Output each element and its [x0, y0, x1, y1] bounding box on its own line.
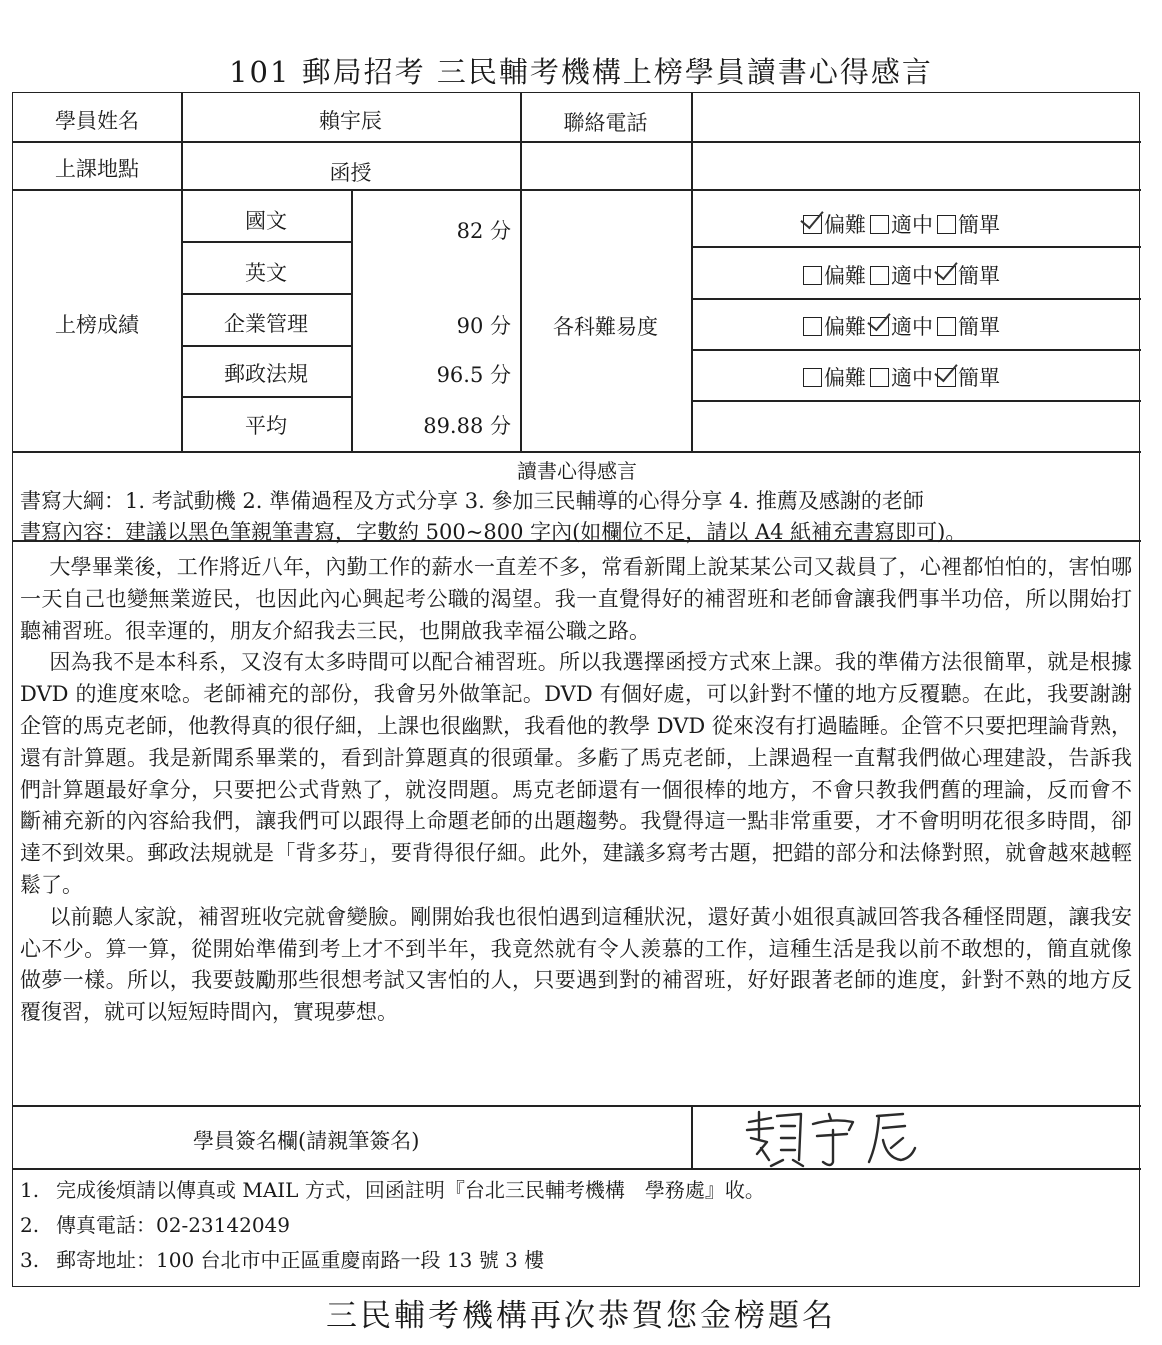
difficulty-row — [803, 209, 1004, 239]
difficulty-checkbox[interactable] — [803, 266, 822, 285]
difficulty-row — [803, 362, 1004, 392]
difficulty-checkbox[interactable] — [870, 266, 889, 285]
location-value[interactable]: 函授 — [329, 161, 372, 185]
phone-value-redacted — [848, 107, 996, 133]
difficulty-checkbox[interactable] — [870, 368, 889, 387]
difficulty-option-label: 偏難 — [824, 315, 866, 339]
note-item: 3. 郵寄地址：100 台北市中正區重慶南路一段 13 號 3 樓 — [20, 1248, 545, 1272]
essay-body[interactable] — [20, 552, 1132, 1029]
difficulty-option-label: 適中 — [891, 366, 933, 390]
note-item: 1. 完成後煩請以傳真或 MAIL 方式，回函註明『台北三民輔考機構 學務處』收。 — [20, 1178, 765, 1202]
subject-score[interactable]: 82 分 — [456, 219, 511, 243]
difficulty-checkbox[interactable] — [803, 368, 822, 387]
name-value[interactable]: 賴宇辰 — [319, 109, 382, 133]
difficulty-option-label: 簡單 — [958, 366, 1000, 390]
notes-list — [20, 1173, 765, 1278]
essay-outline: 書寫大綱：1. 考試動機 2. 準備過程及方式分享 3. 參加三民輔導的心得分享 4. 推薦及感謝的老師 — [20, 489, 924, 513]
difficulty-option-label: 簡單 — [958, 213, 1000, 237]
essay-heading: 讀書心得感言 — [517, 459, 637, 483]
difficulty-option-label: 簡單 — [958, 315, 1000, 339]
difficulty-checkbox[interactable] — [803, 317, 822, 336]
essay-paragraph: 大學畢業後，工作將近八年，內勤工作的薪水一直差不多，常看新聞上說某某公司又裁員了，心裡都怕怕的，害怕哪一天自己也變無業遊民，也因此內心興起考公職的渴望。我一直覺得好的補習班和老師會讓我們事半功倍，所以開始打聽補習班。很幸運的，朋友介紹我去三民，也開啟我幸福公職之路。 — [20, 555, 1132, 643]
difficulty-checkbox[interactable] — [870, 215, 889, 234]
essay-instructions: 書寫內容：建議以黑色筆親筆書寫，字數約 500~800 字內(如欄位不足，請以 A4 紙補充書寫即可)。 — [20, 520, 967, 544]
difficulty-checkbox[interactable] — [870, 317, 889, 336]
scores-label: 上榜成績 — [55, 313, 139, 337]
page-title: 101 郵局招考 三民輔考機構上榜學員讀書心得感言 — [229, 55, 933, 89]
difficulty-checkbox[interactable] — [803, 215, 822, 234]
difficulty-checkbox[interactable] — [937, 368, 956, 387]
difficulty-option-label: 簡單 — [958, 264, 1000, 288]
note-item: 2. 傳真電話：02-23142049 — [20, 1213, 291, 1237]
handwritten-signature[interactable] — [743, 1108, 943, 1170]
phone-label: 聯絡電話 — [563, 111, 648, 135]
difficulty-option-label: 偏難 — [824, 213, 866, 237]
average-value: 89.88 分 — [423, 414, 511, 438]
difficulty-row — [803, 260, 1004, 290]
difficulty-label: 各科難易度 — [553, 315, 658, 339]
difficulty-option-label: 偏難 — [824, 264, 866, 288]
difficulty-option-label: 適中 — [891, 264, 933, 288]
subject-score[interactable]: 96.5 分 — [436, 363, 511, 387]
signature-label: 學員簽名欄(請親筆簽名) — [193, 1129, 420, 1153]
subject-name: 國文 — [245, 209, 287, 233]
name-label: 學員姓名 — [55, 109, 139, 133]
testimonial-form — [12, 92, 1140, 1287]
congratulations-footer: 三民輔考機構再次恭賀您金榜題名 — [326, 1298, 836, 1334]
essay-paragraph: 因為我不是本科系，又沒有太多時間可以配合補習班。所以我選擇函授方式來上課。我的準備方法很簡單，就是根據 DVD 的進度來唸。老師補充的部份，我會另外做筆記。DVD 有個好處，可以針對不懂的地方反覆聽。在此，我要謝謝企管的馬克老師，他教得真的很仔細，上課也很幽默，我看他的教學 DVD 從來沒有打過瞌睡。企管不只要把理論背熟，還有計算題。我是新聞系畢業的，看到計算題真的很頭暈。多虧了馬克老師，上課過程一直幫我們做心理建設，告訴我們計算題最好拿分，只要把公式背熟了，就沒問題。馬克老師還有一個很棒的地方，不會只教我們舊的理論，反而會不斷補充新的內容給我們，讓我們可以跟得上命題老師的出題趨勢。我覺得這一點非常重要，才不會明明花很多時間，卻達不到效果。郵政法規就是「背多芬」，要背得很仔細。此外，建議多寫考古題，把錯的部分和法條對照，就會越來越輕鬆了。 — [20, 650, 1132, 897]
difficulty-checkbox[interactable] — [937, 215, 956, 234]
difficulty-option-label: 適中 — [891, 315, 933, 339]
subject-name: 郵政法規 — [224, 362, 308, 386]
difficulty-row — [803, 311, 1004, 341]
subject-name: 企業管理 — [224, 312, 308, 336]
location-label: 上課地點 — [55, 157, 139, 181]
subject-score[interactable]: 90 分 — [456, 314, 511, 338]
average-label: 平均 — [245, 414, 287, 438]
essay-paragraph: 以前聽人家說，補習班收完就會變臉。剛開始我也很怕遇到這種狀況，還好黃小姐很真誠回答我各種怪問題，讓我安心不少。算一算，從開始準備到考上才不到半年，我竟然就有令人羨慕的工作，這種生活是我以前不敢想的，簡直就像做夢一樣。所以，我要鼓勵那些很想考試又害怕的人，只要遇到對的補習班，好好跟著老師的進度，針對不熟的地方反覆復習，就可以短短時間內，實現夢想。 — [20, 904, 1132, 1025]
difficulty-option-label: 適中 — [891, 213, 933, 237]
subject-name: 英文 — [245, 261, 287, 285]
difficulty-checkbox[interactable] — [937, 317, 956, 336]
difficulty-option-label: 偏難 — [824, 366, 866, 390]
difficulty-checkbox[interactable] — [937, 266, 956, 285]
